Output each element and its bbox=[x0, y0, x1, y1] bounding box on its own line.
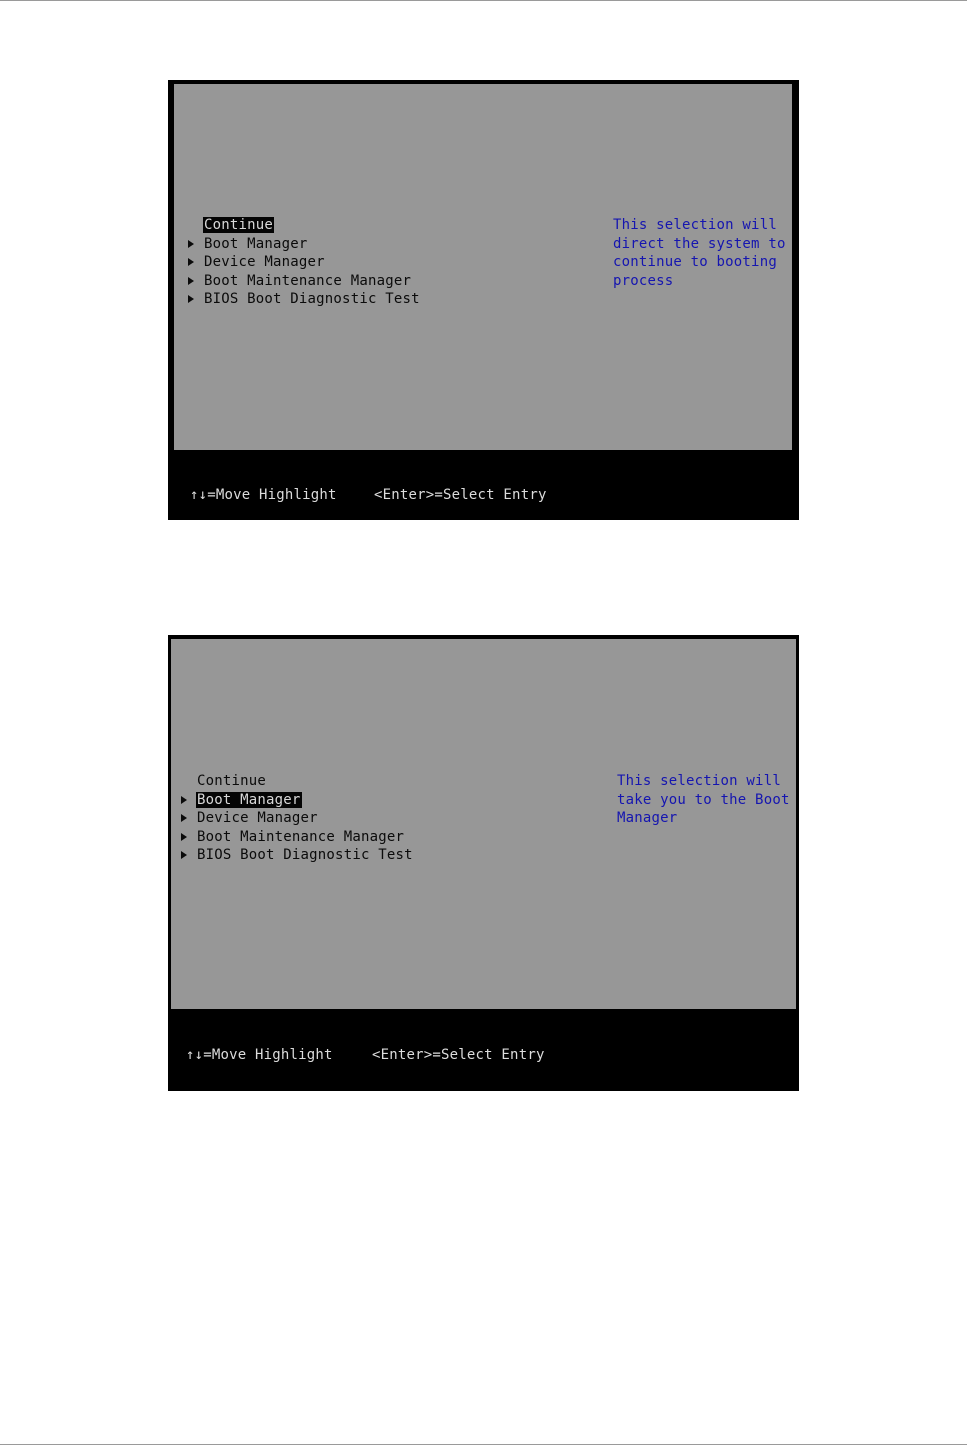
submenu-arrow-icon bbox=[181, 814, 187, 822]
bios-screenshot-boot-manager bbox=[168, 635, 799, 1091]
submenu-arrow-icon bbox=[188, 258, 194, 266]
menu-item-label: Boot Maintenance Manager bbox=[197, 828, 405, 845]
menu-item-boot-manager[interactable] bbox=[203, 235, 421, 254]
submenu-arrow-icon bbox=[188, 240, 194, 248]
submenu-arrow-icon bbox=[181, 833, 187, 841]
menu-item-device-manager[interactable] bbox=[196, 809, 414, 828]
page-top-rule bbox=[0, 0, 967, 1]
footer-move-highlight-hint: ↑↓=Move Highlight bbox=[190, 487, 337, 503]
help-description: This selection will take you to the Boot Manager bbox=[617, 773, 790, 826]
menu-item-label: Device Manager bbox=[204, 254, 325, 270]
main-menu bbox=[196, 772, 414, 865]
menu-item-label: Continue bbox=[197, 773, 267, 789]
footer-select-entry-hint: <Enter>=Select Entry bbox=[372, 1047, 545, 1063]
page-bottom-rule bbox=[0, 1444, 967, 1445]
bios-menu-panel bbox=[171, 639, 796, 1009]
submenu-arrow-icon bbox=[188, 295, 194, 303]
footer-move-highlight-hint: ↑↓=Move Highlight bbox=[186, 1047, 333, 1063]
menu-item-boot-manager[interactable] bbox=[196, 791, 414, 810]
submenu-arrow-icon bbox=[181, 851, 187, 859]
menu-item-label: Device Manager bbox=[197, 810, 318, 826]
help-description: This selection will direct the system to continue to booting process bbox=[613, 217, 786, 289]
submenu-arrow-icon bbox=[181, 796, 187, 804]
bios-menu-panel bbox=[174, 84, 792, 450]
menu-item-bios-boot-diagnostic-test[interactable] bbox=[196, 846, 414, 865]
menu-item-boot-maintenance-manager[interactable] bbox=[196, 828, 414, 847]
menu-item-label: BIOS Boot Diagnostic Test bbox=[197, 847, 413, 863]
menu-item-boot-maintenance-manager[interactable] bbox=[203, 272, 421, 291]
menu-item-label: Boot Manager bbox=[197, 791, 301, 808]
submenu-arrow-icon bbox=[188, 277, 194, 285]
menu-item-label: Boot Maintenance Manager bbox=[204, 272, 412, 289]
menu-item-label: Continue bbox=[204, 217, 274, 233]
menu-item-continue[interactable] bbox=[196, 772, 414, 791]
bios-screenshot-continue bbox=[168, 80, 799, 520]
menu-item-label: Boot Manager bbox=[204, 235, 308, 252]
menu-item-label: BIOS Boot Diagnostic Test bbox=[204, 291, 420, 307]
menu-item-continue[interactable] bbox=[203, 216, 421, 235]
menu-item-device-manager[interactable] bbox=[203, 253, 421, 272]
footer-select-entry-hint: <Enter>=Select Entry bbox=[374, 487, 547, 503]
menu-item-bios-boot-diagnostic-test[interactable] bbox=[203, 290, 421, 309]
main-menu bbox=[203, 216, 421, 309]
